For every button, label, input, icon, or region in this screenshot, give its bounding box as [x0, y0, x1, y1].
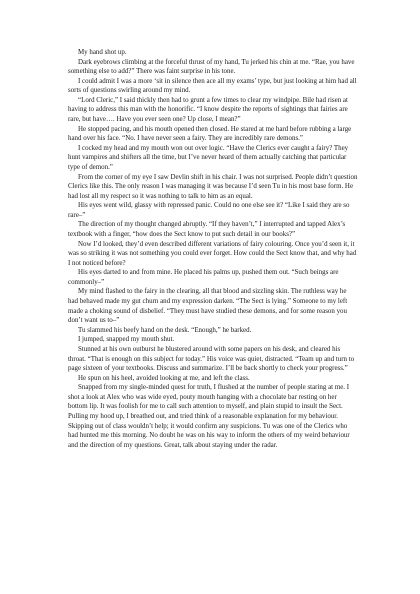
paragraph: He stopped pacing, and his mouth opened then closed. He stared at me hard before rubbing a large hand over his face. “No. I have never seen a fairy. They are incredibly rare demons.”: [68, 124, 352, 143]
paragraph: I jumped, snapped my mouth shut.: [78, 335, 175, 344]
paragraph: The direction of my thought changed abruptly. “If they haven’t,” I interrupted and tapped Alex’s textbook with a finger, “how does the Sect know to put such detail in our books?”: [68, 220, 346, 238]
paragraph: Tu slammed his beefy hand on the desk. “Enough,” he barked.: [78, 325, 252, 334]
paragraph: Now I’d looked, they’d even described different variations of fairy colouring. Once you’d seen it, it was so striking it was not something you could ever forget. How could the Sect know that, and why had I not noticed before?: [68, 239, 357, 267]
paragraph: I could admit I was a more ‘sit in silence then ace all my exams’ type, but just looking at him had all sorts of questions swirling around my mind.: [68, 76, 357, 95]
paragraph: He spun on his heel, avoided looking at me, and left the class.: [78, 373, 250, 382]
page-text: [68, 48, 358, 450]
paragraph: Snapped from my single-minded quest for truth, I flushed at the number of people staring at me. I shot a look at Alex who was wide eyed, pouty mouth hanging with a chocolate bar resting on her bottom lip. It was foolish for me to call such attention to myself, and plain stupid to insult the Sect. Pulling my hood up, I breathed out, and tried think of a reasonable explanation for my behaviour. Skipping out of class wouldn’t help; it would confirm any suspicions. Tu was one of the Clerics who had hunted me this morning. No doubt he was on his way to inform the others of my weird behaviour and the direction of my questions. Great, talk about staying under the radar.: [68, 383, 350, 449]
paragraph: I cocked my head and my mouth won out over logic. “Have the Clerics ever caught a fairy? They hunt vampires and shifters all the time, but I’ve never heard of them actually catching that particular type of demon.”: [68, 143, 349, 171]
paragraph: His eyes darted to and from mine. He placed his palms up, pushed them out. “Such beings are commonly–”: [68, 268, 339, 286]
paragraph: My mind flashed to the fairy in the clearing, all that blood and sizzling skin. The ruthless way he had behaved made my gut churn and my expression darken. “The Sect is lying.” Someone to my left made a choking sound of disbelief. “They must have studied these demons, and for some reason you don’t want us to–”: [68, 287, 348, 325]
paragraph: My hand shot up.: [78, 48, 127, 56]
paragraph: His eyes went wild, glassy with repressed panic. Could no one else see it? “Like I said they are so rare–”: [68, 201, 350, 219]
paragraph: “Lord Cleric,” I said thickly then had to grunt a few times to clear my windpipe. Bile had risen at having to address this man with the honorific. “I know despite the reports of sightings that fairies are rare, but have…. Have you ever seen one? Up close, I mean?”: [68, 95, 348, 124]
paragraph: Stunned at his own outburst he blustered around with some papers on his desk, and cleared his throat. “That is enough on this subject for today.” His voice was quiet, distracted. “Team up and turn to page sixteen of your textbooks. Discuss and summarize. I’ll be back shortly to check your progress.”: [68, 344, 355, 373]
paragraph: Dark eyebrows climbing at the forceful thrust of my hand, Tu jerked his chin at me. “Rae, you have something else to add?” There was faint surprise in his tone.: [68, 57, 355, 76]
paragraph: From the corner of my eye I saw Devlin shift in his chair. I was not surprised. People didn’t question Clerics like this. The only reason I was managing it was because I’d seen Tu in his most base form. He had lost all my respect so it was nothing to talk to him as an equal.: [68, 172, 358, 200]
